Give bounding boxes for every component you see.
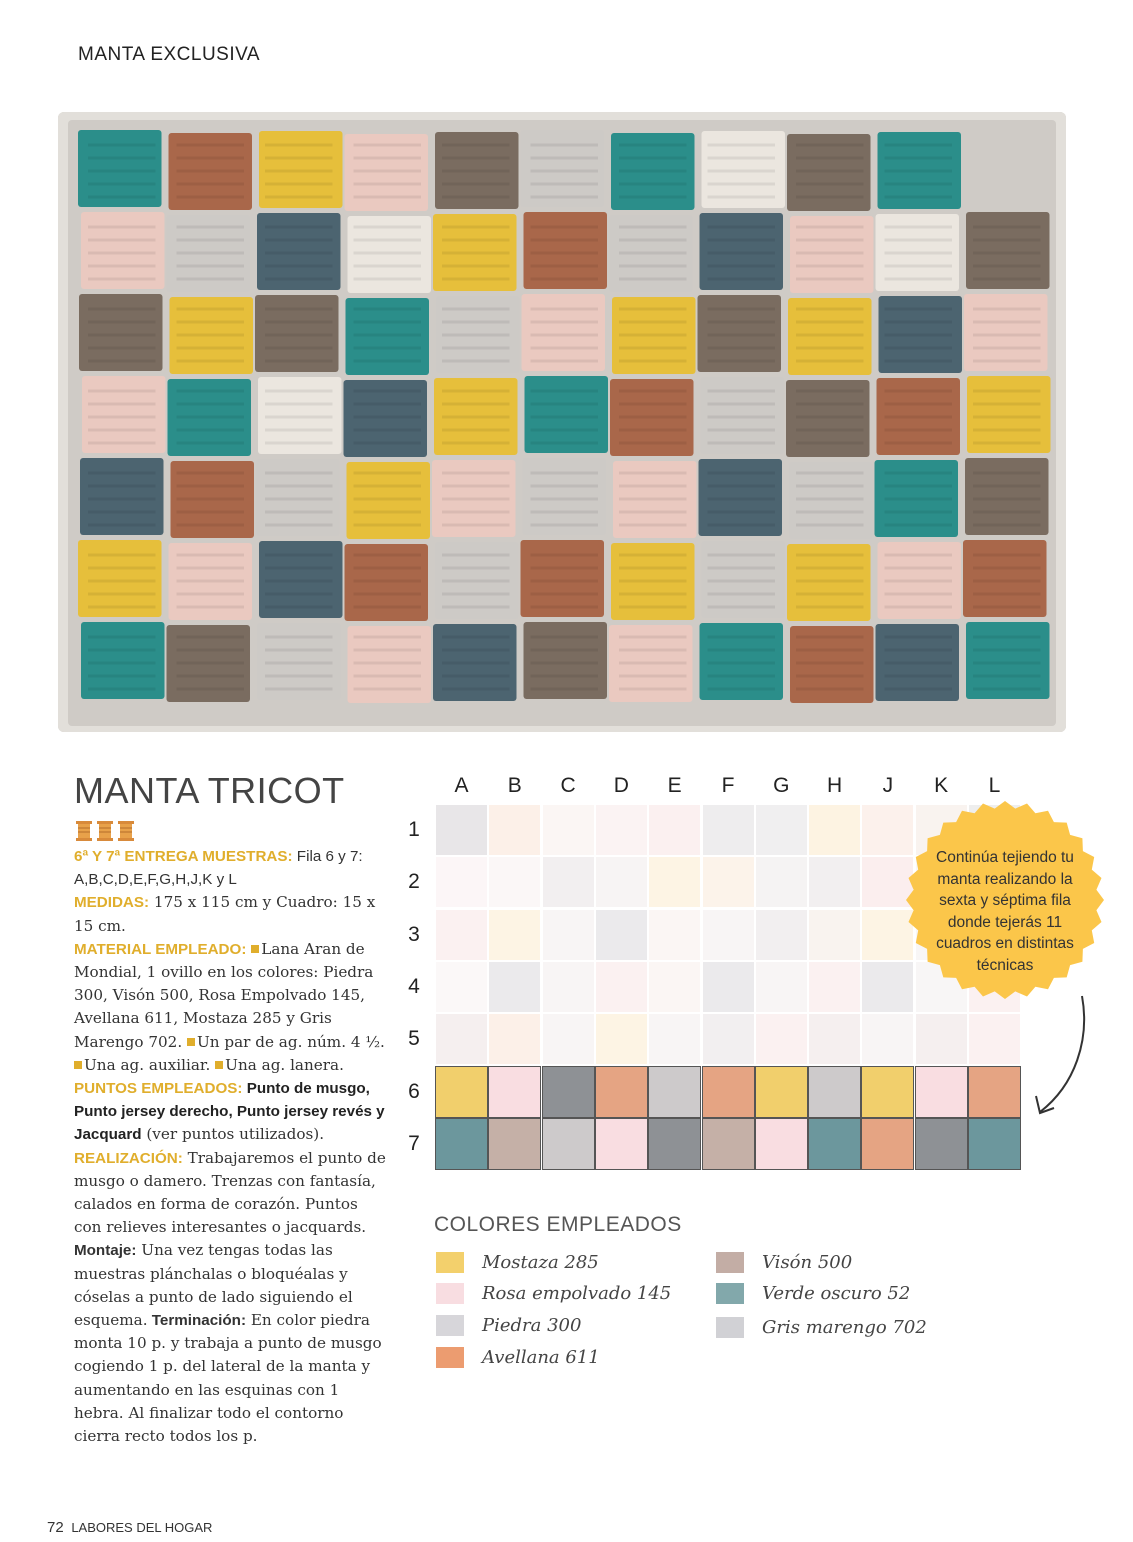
difficulty-spools <box>74 820 136 846</box>
grid-column-label: F <box>721 774 735 797</box>
legend-item <box>436 1313 581 1337</box>
grid-cell <box>648 1013 701 1065</box>
legend-swatch <box>716 1252 744 1273</box>
puntos-bold: Punto de musgo, Punto jersey derecho, Punto jersey revés y Jacquard <box>74 1080 385 1144</box>
grid-cell <box>702 961 755 1013</box>
material-text-1: Lana Aran de Mondial, 1 ovillo en los colores: Piedra 300, Visón 500, Rosa Empolvado 145, Avellana 611, Mostaza 285 y Gris Marengo 702. <box>74 939 374 1051</box>
material-text-3: Una ag. auxiliar. <box>84 1055 211 1074</box>
legend-item <box>716 1315 927 1339</box>
page-footer <box>47 1519 212 1536</box>
grid-cell <box>542 961 595 1013</box>
grid-cell <box>488 1013 541 1065</box>
realizacion-label: REALIZACIÓN: <box>74 1149 183 1167</box>
curved-arrow-icon <box>1030 990 1100 1120</box>
grid-cell <box>435 1118 488 1170</box>
material-text-4: Una ag. lanera. <box>225 1055 344 1074</box>
legend-swatch <box>436 1347 464 1368</box>
montaje-text: Una vez tengas todas las muestras plánchalas o bloquéalas y cóselas a punto de lado siguiendo el esquema. <box>74 1241 353 1330</box>
grid-row-label: 6 <box>408 1079 420 1103</box>
legend-swatch <box>436 1252 464 1273</box>
grid-cell <box>648 1066 701 1118</box>
grid-row-label: 2 <box>408 870 420 894</box>
grid-cell <box>861 1013 914 1065</box>
terminacion-text: En color piedra monta 10 p. y trabaja a punto de musgo cogiendo 1 p. del lateral de la manta y aumentando en las esquinas con 1 hebra. Al finalizar todo el contorno cierra recto todos los p. <box>74 1311 382 1446</box>
page-number: 72 <box>47 1519 64 1536</box>
medidas-text: 175 x 115 cm y Cuadro: 15 x 15 cm. <box>74 893 376 935</box>
grid-cell <box>595 961 648 1013</box>
legend-swatch <box>716 1283 744 1304</box>
section-header: MANTA EXCLUSIVA <box>78 44 261 65</box>
realizacion-text: Trabajaremos el punto de musgo o damero. Trenzas con fantasía, calados en forma de corazón. Puntos con relieves interesantes o jacquards. <box>74 1148 386 1237</box>
grid-cell <box>755 1013 808 1065</box>
spool-icon <box>118 821 134 841</box>
grid-cell <box>595 909 648 961</box>
grid-cell <box>968 1118 1021 1170</box>
grid-cell <box>595 1066 648 1118</box>
instructions-text <box>74 845 386 1448</box>
legend-item <box>436 1345 600 1369</box>
grid-cell <box>968 1066 1021 1118</box>
grid-cell <box>808 1013 861 1065</box>
grid-cell <box>915 1013 968 1065</box>
grid-cell <box>702 1066 755 1118</box>
legend-swatch <box>436 1283 464 1304</box>
grid-column-label: H <box>827 774 843 797</box>
grid-cell <box>808 804 861 856</box>
grid-cell <box>915 1066 968 1118</box>
grid-cell <box>702 856 755 908</box>
magazine-name: LABORES DEL HOGAR <box>71 1520 213 1535</box>
grid-cell <box>755 1066 808 1118</box>
grid-row-label: 7 <box>408 1131 420 1155</box>
grid-cell <box>435 856 488 908</box>
legend-label: Verde oscuro 52 <box>762 1282 911 1304</box>
grid-cell <box>915 1118 968 1170</box>
grid-cell <box>861 1118 914 1170</box>
grid-row-label: 5 <box>408 1027 420 1051</box>
grid-row-label: 3 <box>408 922 420 946</box>
legend-item <box>436 1250 599 1274</box>
blanket-patchwork-image <box>58 112 1066 732</box>
grid-column-label: D <box>613 774 629 797</box>
legend-item <box>436 1281 671 1305</box>
legend-title: COLORES EMPLEADOS <box>434 1213 682 1236</box>
grid-cell <box>755 961 808 1013</box>
grid-cell <box>648 909 701 961</box>
grid-cell <box>702 1118 755 1170</box>
grid-cell <box>488 856 541 908</box>
grid-cell <box>595 856 648 908</box>
grid-column-label: E <box>667 774 682 797</box>
medidas-label: MEDIDAS: <box>74 894 150 912</box>
grid-cell <box>542 909 595 961</box>
grid-column-label: C <box>560 774 576 797</box>
grid-column-label: J <box>882 774 894 797</box>
legend-label: Gris marengo 702 <box>762 1316 927 1338</box>
grid-cell <box>435 961 488 1013</box>
grid-cell <box>755 804 808 856</box>
grid-cell <box>702 804 755 856</box>
grid-cell <box>808 856 861 908</box>
legend-item <box>716 1281 910 1305</box>
montaje-label: Montaje: <box>74 1242 137 1260</box>
grid-cell <box>542 804 595 856</box>
spool-icon <box>97 821 113 841</box>
entrega-label: 6ª Y 7ª ENTREGA MUESTRAS: <box>74 848 293 865</box>
grid-cell <box>808 1118 861 1170</box>
grid-cell <box>648 1118 701 1170</box>
grid-cell <box>542 1066 595 1118</box>
material-text-2: Un par de ag. núm. 4 ½. <box>196 1032 385 1051</box>
info-badge-text: Continúa tejiendo tu manta realizando la sexta y séptima fila donde tejerás 11 cuadros en distintas técnicas <box>936 849 1074 974</box>
entrega-text: Fila 6 y 7: A,B,C,D,E,F,G,H,J,K y L <box>74 848 363 889</box>
grid-cell <box>488 1118 541 1170</box>
legend-swatch <box>716 1317 744 1338</box>
grid-cell <box>702 1013 755 1065</box>
grid-column-label: G <box>773 774 790 797</box>
legend-swatch <box>436 1315 464 1336</box>
grid-cell <box>435 909 488 961</box>
grid-cell <box>488 961 541 1013</box>
grid-cell <box>808 961 861 1013</box>
grid-cell <box>435 1066 488 1118</box>
grid-cell <box>808 909 861 961</box>
legend-label: Visón 500 <box>762 1251 853 1273</box>
grid-column-label: K <box>934 774 949 797</box>
grid-cell <box>595 1013 648 1065</box>
grid-cell <box>595 1118 648 1170</box>
grid-cell <box>648 856 701 908</box>
grid-column-label: B <box>507 774 522 797</box>
legend-label: Piedra 300 <box>482 1314 582 1336</box>
grid-cell <box>861 1066 914 1118</box>
legend-label: Rosa empolvado 145 <box>482 1282 672 1304</box>
puntos-label: PUNTOS EMPLEADOS: <box>74 1080 243 1098</box>
grid-cell <box>968 1013 1021 1065</box>
legend-item <box>716 1250 852 1274</box>
grid-cell <box>542 856 595 908</box>
grid-cell <box>755 856 808 908</box>
grid-cell <box>488 1066 541 1118</box>
legend-label: Avellana 611 <box>482 1346 600 1368</box>
material-label: MATERIAL EMPLEADO: <box>74 940 247 958</box>
grid-cell <box>435 1013 488 1065</box>
blanket-photo <box>58 112 1066 732</box>
grid-cell <box>488 804 541 856</box>
grid-cell <box>542 1118 595 1170</box>
grid-cell <box>595 804 648 856</box>
page-title: MANTA TRICOT <box>74 770 345 811</box>
grid-cell <box>755 1118 808 1170</box>
grid-row-label: 1 <box>408 818 420 841</box>
grid-cell <box>755 909 808 961</box>
terminacion-label: Terminación: <box>147 1312 247 1330</box>
grid-cell <box>435 804 488 856</box>
grid-cell <box>808 1066 861 1118</box>
grid-column-label: A <box>454 774 469 797</box>
grid-row-label: 4 <box>408 974 420 998</box>
grid-cell <box>648 961 701 1013</box>
grid-cell <box>648 804 701 856</box>
spool-icon <box>76 821 92 841</box>
grid-cell <box>702 909 755 961</box>
grid-cell <box>542 1013 595 1065</box>
puntos-text: (ver puntos utilizados). <box>141 1125 325 1144</box>
grid-column-label: L <box>988 774 1001 797</box>
legend-label: Mostaza 285 <box>482 1251 599 1273</box>
grid-cell <box>488 909 541 961</box>
